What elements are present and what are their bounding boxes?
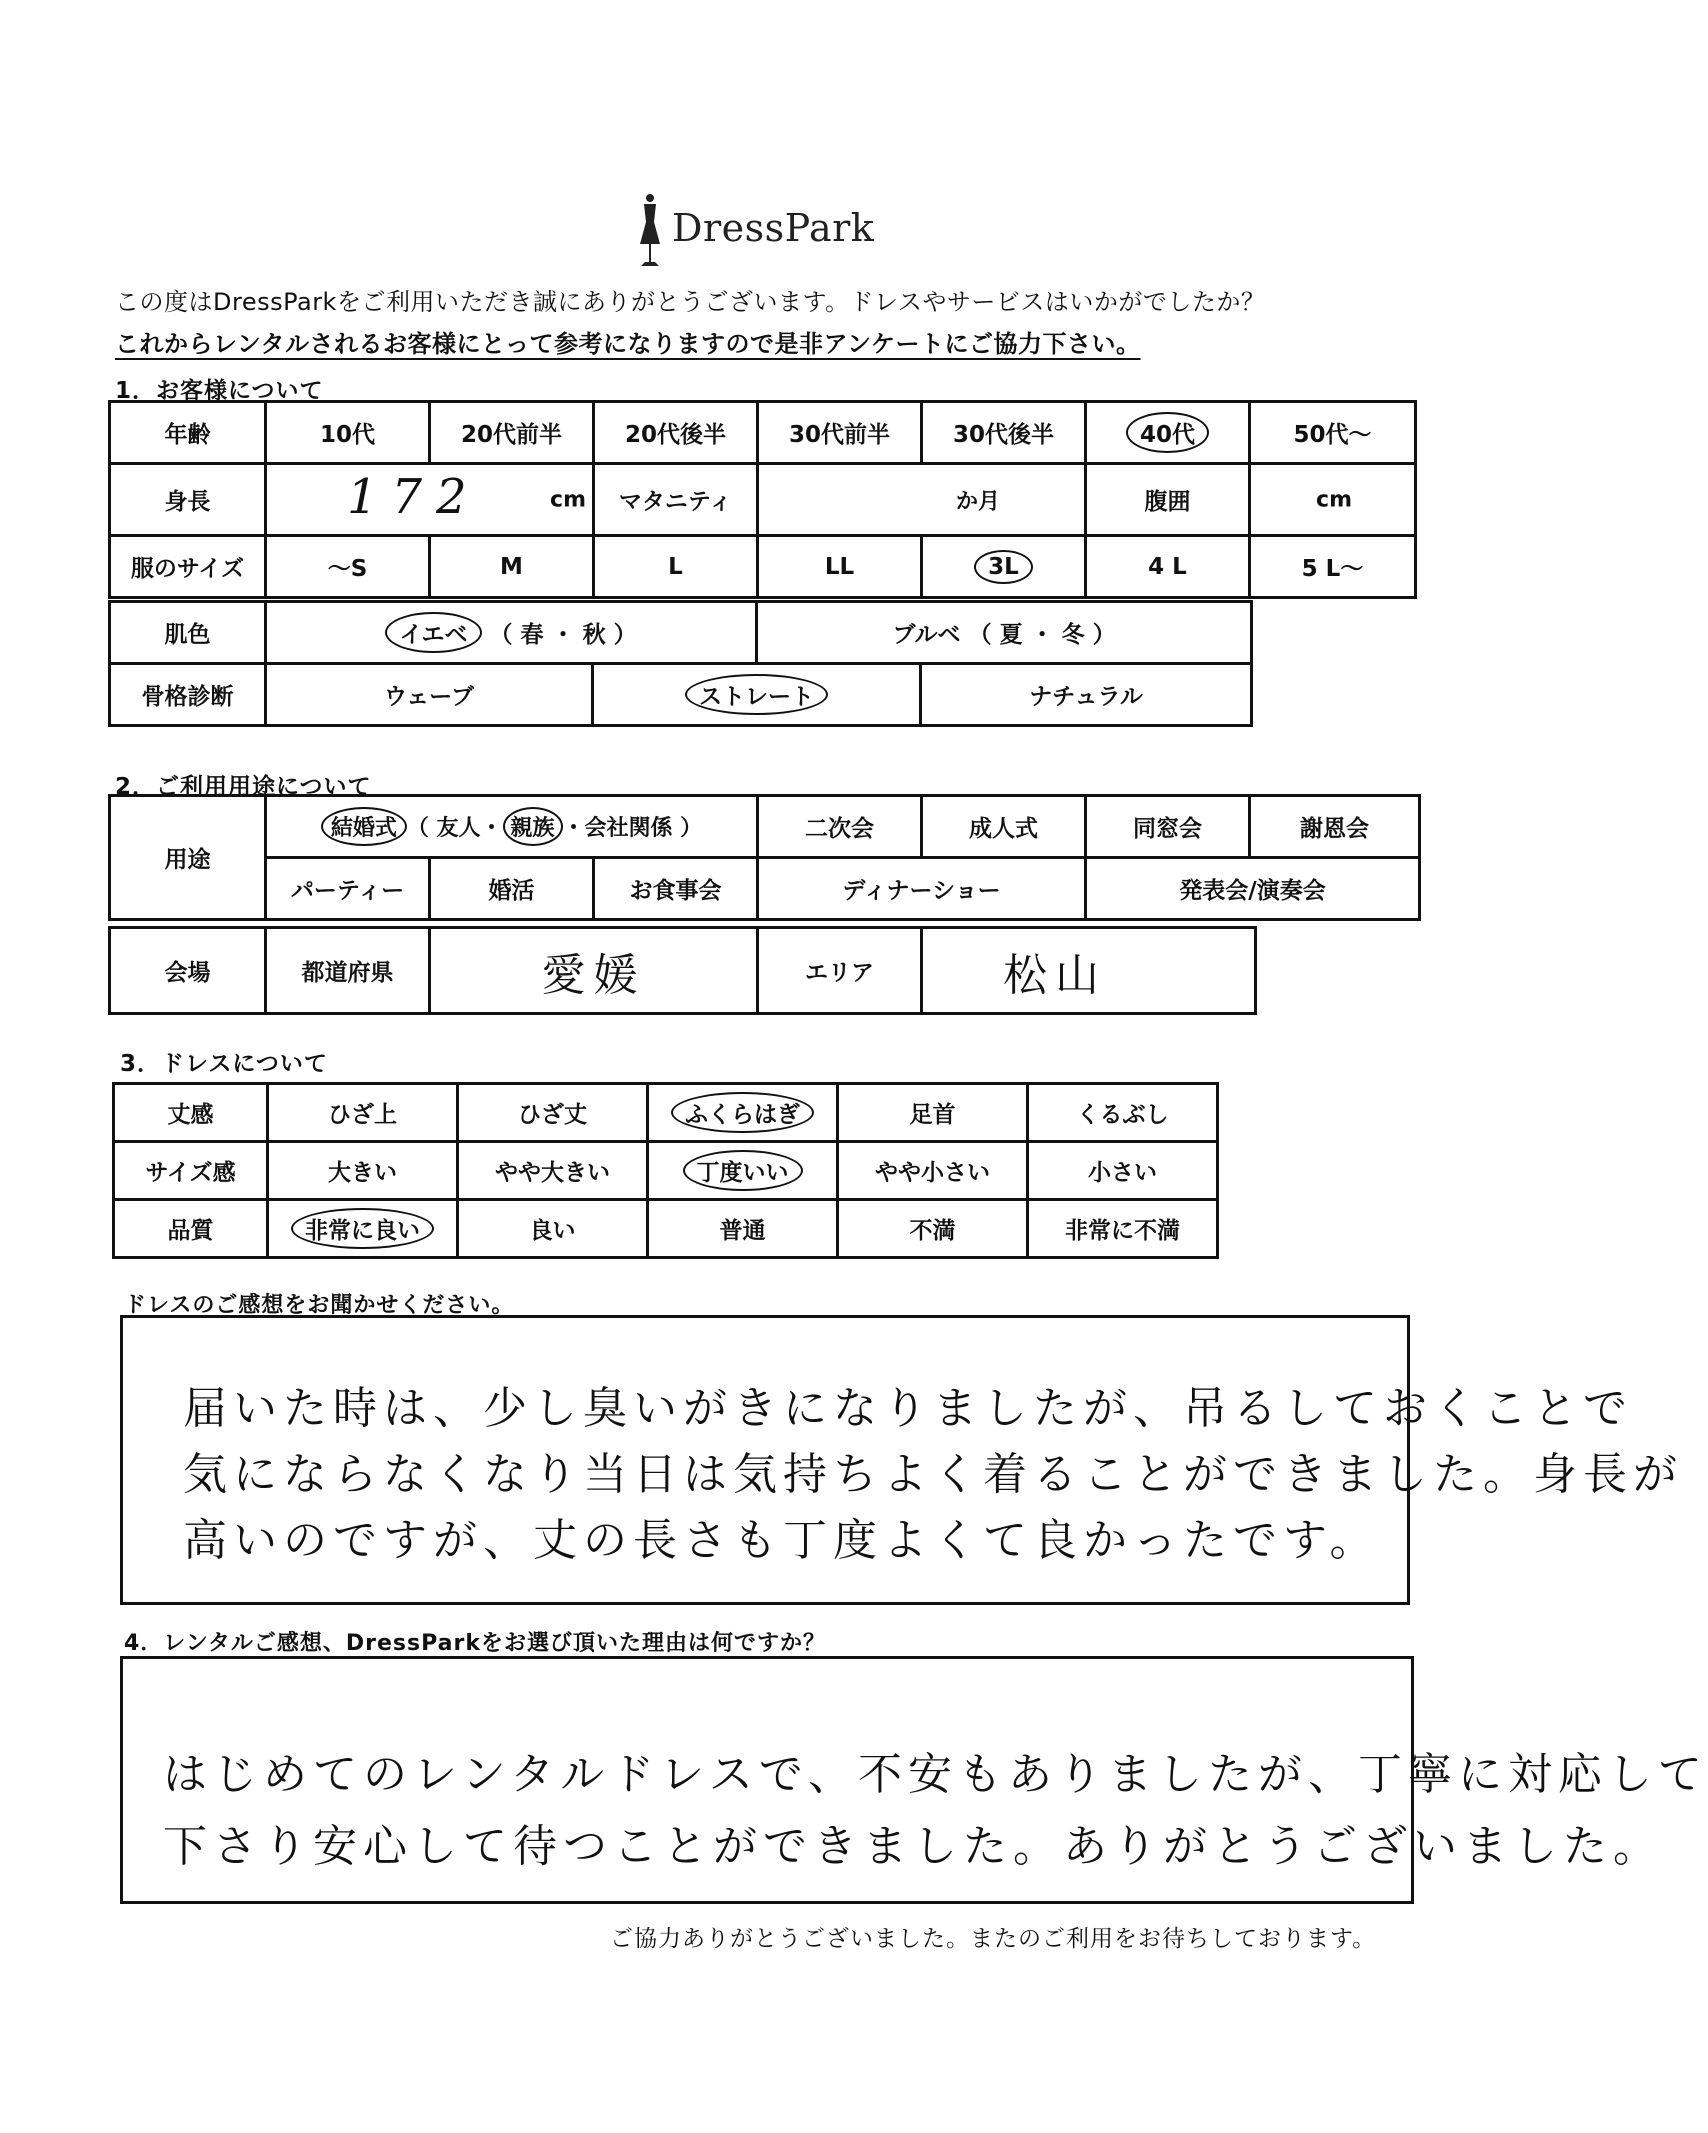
comment-line: 高いのですが、丈の長さも丁度よくて良かったです。 bbox=[183, 1515, 1380, 1566]
fit-label: サイズ感 bbox=[114, 1142, 268, 1200]
quality-option[interactable]: 不満 bbox=[838, 1200, 1028, 1258]
venue-table bbox=[108, 926, 1257, 1015]
height-field[interactable] bbox=[266, 464, 594, 536]
fit-row bbox=[114, 1142, 1218, 1200]
purpose-row-1 bbox=[110, 796, 1420, 858]
size-label: 服のサイズ bbox=[110, 536, 266, 598]
frame-option[interactable]: ナチュラル bbox=[921, 664, 1252, 726]
skin-label: 肌色 bbox=[110, 602, 266, 664]
length-option-selected[interactable] bbox=[648, 1084, 838, 1142]
height-label: 身長 bbox=[110, 464, 266, 536]
age-option[interactable]: 30代前半 bbox=[758, 402, 922, 464]
wedding-open: （ 友人・ bbox=[406, 816, 503, 841]
quality-option-selected[interactable] bbox=[268, 1200, 458, 1258]
length-option[interactable]: ひざ丈 bbox=[458, 1084, 648, 1142]
reason-comment-text bbox=[163, 1739, 1708, 1883]
age-row bbox=[110, 402, 1416, 464]
quality-option[interactable]: 普通 bbox=[648, 1200, 838, 1258]
size-option[interactable]: M bbox=[430, 536, 594, 598]
fit-option[interactable]: やや小さい bbox=[838, 1142, 1028, 1200]
skin-yellow-option[interactable] bbox=[266, 602, 757, 664]
age-option[interactable]: 30代後半 bbox=[922, 402, 1086, 464]
section-3-title: 3．ドレスについて bbox=[120, 1051, 328, 1077]
area-field[interactable] bbox=[922, 928, 1256, 1014]
size-option-selected[interactable] bbox=[922, 536, 1086, 598]
venue-label: 会場 bbox=[110, 928, 266, 1014]
length-option[interactable]: くるぶし bbox=[1028, 1084, 1218, 1142]
length-selected-circle: ふくらはぎ bbox=[671, 1092, 814, 1133]
area-value: 松山 bbox=[1003, 949, 1107, 1001]
age-option[interactable]: 10代 bbox=[266, 402, 430, 464]
prefecture-value: 愛媛 bbox=[541, 949, 646, 1001]
size-option[interactable]: LL bbox=[758, 536, 922, 598]
purpose-option[interactable]: 二次会 bbox=[758, 796, 922, 858]
purpose-option[interactable]: 同窓会 bbox=[1086, 796, 1250, 858]
maternity-label: マタニティ bbox=[594, 464, 758, 536]
purpose-option[interactable]: 謝恩会 bbox=[1250, 796, 1420, 858]
skin-yellow-detail: （ 春 ・ 秋 ） bbox=[489, 622, 637, 648]
dress-comment-prompt: ドレスのご感想をお聞かせください。 bbox=[124, 1293, 515, 1318]
section-2-title: 2．ご利用用途について bbox=[115, 774, 372, 800]
dress-comment-text bbox=[183, 1376, 1683, 1574]
dress-table bbox=[112, 1082, 1219, 1259]
fit-option[interactable]: やや大きい bbox=[458, 1142, 648, 1200]
frame-option-selected[interactable] bbox=[593, 664, 921, 726]
length-row bbox=[114, 1084, 1218, 1142]
skin-frame-table bbox=[108, 600, 1253, 727]
area-label: エリア bbox=[758, 928, 922, 1014]
height-value: 172 bbox=[347, 468, 481, 525]
section-1-title: 1．お客様について bbox=[115, 378, 324, 404]
length-label: 丈感 bbox=[114, 1084, 268, 1142]
fit-option[interactable]: 大きい bbox=[268, 1142, 458, 1200]
usage-table bbox=[108, 794, 1421, 921]
age-option[interactable]: 20代後半 bbox=[594, 402, 758, 464]
dress-mannequin-icon bbox=[630, 192, 670, 272]
dresspark-logo bbox=[630, 192, 875, 272]
intro-line-2: これからレンタルされるお客様にとって参考になりますので是非アンケートにご協力下さい。 bbox=[115, 330, 1141, 358]
size-selected-circle: 3L bbox=[974, 550, 1033, 584]
size-option[interactable]: 4 L bbox=[1086, 536, 1250, 598]
purpose-option[interactable]: 成人式 bbox=[922, 796, 1086, 858]
maternity-field[interactable] bbox=[758, 464, 1086, 536]
size-option[interactable]: 5 L～ bbox=[1250, 536, 1416, 598]
waist-label: 腹囲 bbox=[1086, 464, 1250, 536]
comment-line: 下さり安心して待つことができました。ありがとうございました。 bbox=[163, 1821, 1663, 1872]
frame-row bbox=[110, 664, 1252, 726]
frame-label: 骨格診断 bbox=[110, 664, 266, 726]
quality-option[interactable]: 非常に不満 bbox=[1028, 1200, 1218, 1258]
fit-selected-circle: 丁度いい bbox=[683, 1150, 803, 1191]
comment-line: 気にならなくなり当日は気持ちよく着ることができました。身長が bbox=[183, 1449, 1683, 1500]
comment-line: はじめてのレンタルドレスで、不安もありましたが、丁寧に対応して bbox=[163, 1749, 1708, 1800]
relatives-selected-circle: 親族 bbox=[503, 807, 563, 846]
skin-row bbox=[110, 602, 1252, 664]
purpose-option[interactable]: 婚活 bbox=[430, 858, 594, 920]
comment-line: 届いた時は、少し臭いがきになりましたが、吊るしておくことで bbox=[183, 1383, 1633, 1434]
brand-name: DressPark bbox=[672, 206, 875, 250]
venue-row bbox=[110, 928, 1256, 1014]
skin-blue-detail: （ 夏 ・ 冬 ） bbox=[968, 622, 1116, 648]
length-option[interactable]: 足首 bbox=[838, 1084, 1028, 1142]
purpose-label: 用途 bbox=[110, 796, 266, 920]
wedding-close: ・会社関係 ） bbox=[562, 816, 703, 841]
quality-label: 品質 bbox=[114, 1200, 268, 1258]
waist-field[interactable] bbox=[1250, 464, 1416, 536]
skin-selected-circle: イエベ bbox=[385, 612, 481, 653]
section-4-title: 4．レンタルご感想、DressParkをお選び頂いた理由は何ですか？ bbox=[124, 1631, 826, 1656]
frame-selected-circle: ストレート bbox=[685, 674, 828, 715]
age-option[interactable]: 50代～ bbox=[1250, 402, 1416, 464]
purpose-option[interactable]: ディナーショー bbox=[758, 858, 1086, 920]
prefecture-field[interactable] bbox=[430, 928, 758, 1014]
purpose-option[interactable]: パーティー bbox=[266, 858, 430, 920]
reason-comment-box[interactable] bbox=[120, 1656, 1708, 1904]
quality-selected-circle: 非常に良い bbox=[291, 1208, 434, 1249]
size-row bbox=[110, 536, 1416, 598]
footer-thanks: ご協力ありがとうございました。またのご利用をお待ちしております。 bbox=[610, 1926, 1377, 1952]
height-unit: cm bbox=[550, 487, 586, 512]
intro-line-1: この度はDressParkをご利用いただき誠にありがとうございます。ドレスやサービスはいかがでしたか？ bbox=[115, 288, 1266, 316]
dress-comment-box[interactable] bbox=[120, 1315, 1683, 1605]
prefecture-label: 都道府県 bbox=[266, 928, 430, 1014]
size-option[interactable]: ～S bbox=[266, 536, 430, 598]
frame-option[interactable]: ウェーブ bbox=[266, 664, 593, 726]
height-row bbox=[110, 464, 1416, 536]
maternity-unit: か月 bbox=[955, 489, 1000, 514]
length-option[interactable]: ひざ上 bbox=[268, 1084, 458, 1142]
purpose-row-2 bbox=[110, 858, 1420, 920]
age-selected-circle: 40代 bbox=[1126, 412, 1209, 453]
fit-option[interactable]: 小さい bbox=[1028, 1142, 1218, 1200]
skin-blue-option[interactable] bbox=[757, 602, 1252, 664]
quality-row bbox=[114, 1200, 1218, 1258]
waist-unit: cm bbox=[1316, 487, 1352, 512]
size-option[interactable]: L bbox=[594, 536, 758, 598]
age-option-selected[interactable] bbox=[1086, 402, 1250, 464]
wedding-selected-circle: 結婚式 bbox=[321, 807, 407, 846]
purpose-option[interactable]: 発表会/演奏会 bbox=[1086, 858, 1420, 920]
age-option[interactable]: 20代前半 bbox=[430, 402, 594, 464]
quality-option[interactable]: 良い bbox=[458, 1200, 648, 1258]
wedding-option[interactable] bbox=[266, 796, 758, 858]
age-label: 年齢 bbox=[110, 402, 266, 464]
purpose-option[interactable]: お食事会 bbox=[594, 858, 758, 920]
skin-blue-label: ブルベ bbox=[892, 622, 961, 648]
fit-option-selected[interactable] bbox=[648, 1142, 838, 1200]
customer-table bbox=[108, 400, 1417, 599]
